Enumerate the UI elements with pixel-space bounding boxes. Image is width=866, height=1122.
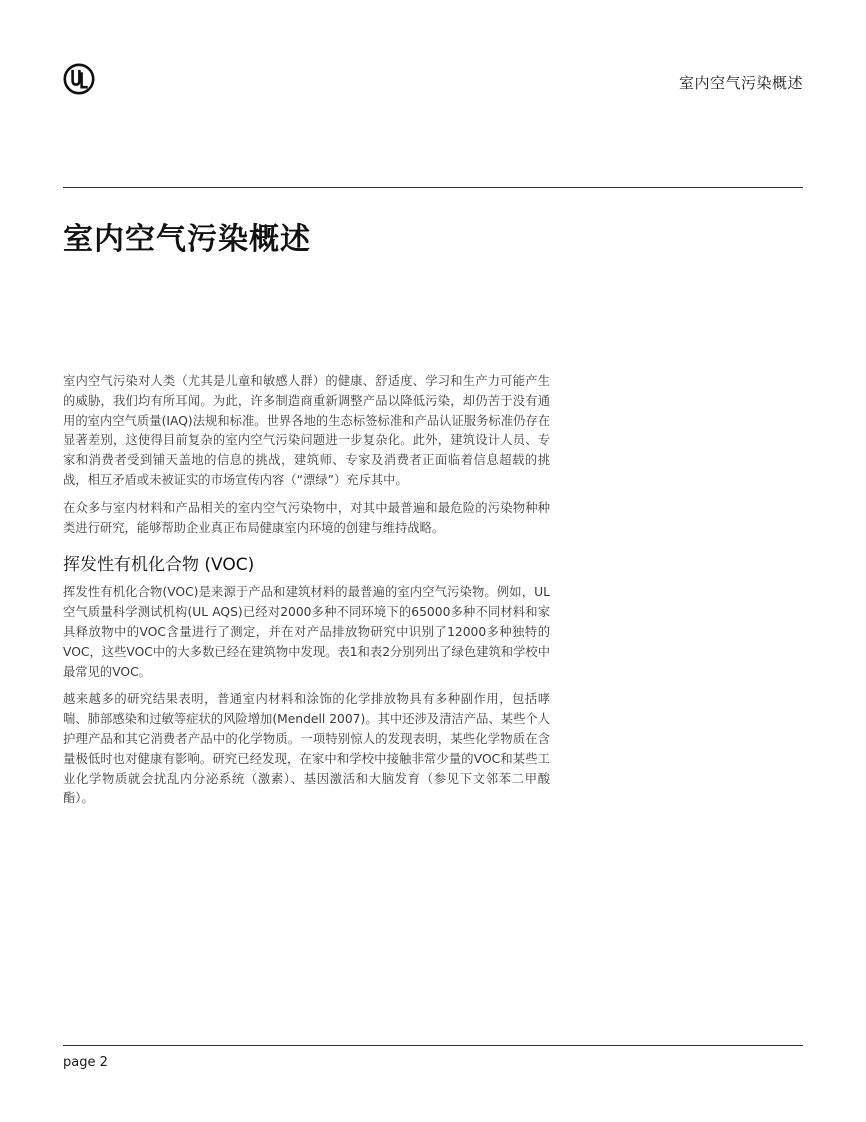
page-title: 室内空气污染概述 [63, 222, 311, 257]
main-content [63, 372, 550, 817]
header-title: 室内空气污染概述 [678, 74, 803, 92]
voc-paragraph: 越来越多的研究结果表明，普通室内材料和涂饰的化学排放物具有多种副作用，包括哮喘、肺部感染和过敏等症状的风险增加(Mendell 2007)。其中还涉及清洁产品、某些个人护理产品和其它消费者产品中的化学物质。一项特别惊人的发现表明，某些化学物质在含量极低时也对健康有影响。研究已经发现，在家中和学校中接触非常少量的VOC和某些工业化学物质就会扰乱内分泌系统（激素）、基因激活和大脑发育（参见下文邻苯二甲酸酯）。 [63, 692, 550, 806]
intro-paragraph: 室内空气污染对人类（尤其是儿童和敏感人群）的健康、舒适度、学习和生产力可能产生的威胁，我们均有所耳闻。为此，许多制造商重新调整产品以降低污染，却仍苦于没有通用的室内空气质量(IAQ)法规和标准。世界各地的生态标签标准和产品认证服务标准仍存在显著差别，这使得目前复杂的室内空气污染问题进一步复杂化。此外，建筑设计人员、专家和消费者受到铺天盖地的信息的挑战，建筑师、专家及消费者正面临着信息超载的挑战，相互矛盾或未被证实的市场宣传内容（“漂绿”）充斥其中。 [63, 374, 550, 487]
page-number: page 2 [63, 1055, 108, 1070]
ul-logo [63, 63, 95, 95]
footer-divider [63, 1045, 803, 1046]
voc-paragraph: 挥发性有机化合物(VOC)是来源于产品和建筑材料的最普遍的室内空气污染物。例如，UL 空气质量科学测试机构(UL AQS)已经对2000多种不同环境下的65000多种不同材料和家具释放物中的VOC含量进行了测定，并在对产品排放物研究中识别了12000多种独特的VOC，这些VOC中的大多数已经在建筑物中发现。表1和表2分别列出了绿色建筑和学校中最常见的VOC。 [63, 585, 550, 679]
header-divider [63, 187, 803, 188]
ul-logo-icon [63, 63, 95, 95]
voc-section-heading: 挥发性有机化合物 (VOC) [63, 555, 255, 576]
intro-paragraph: 在众多与室内材料和产品相关的室内空气污染物中，对其中最普遍和最危险的污染物种种类进行研究，能够帮助企业真正布局健康室内环境的创建与维持战略。 [63, 500, 550, 535]
